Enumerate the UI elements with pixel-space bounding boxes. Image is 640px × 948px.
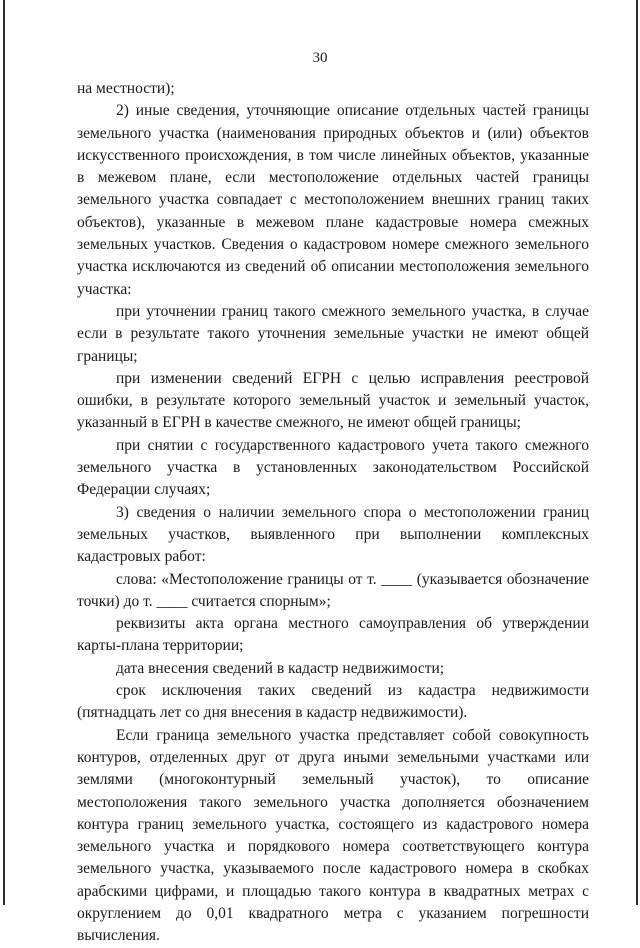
paragraph-act-details: реквизиты акта органа местного самоуправления об утверждении карты-плана территории; [77,615,589,655]
page-number: 30 [312,50,328,66]
paragraph-registry-error: при изменении сведений ЕГРН с целью исправления реестровой ошибки, в результате которого земельный участок и земельный участок, указанный в ЕГРН в качестве смежного, не имеют общей границы; [77,369,589,432]
scan-border-left [3,0,5,905]
paragraph-continuation: на местности); [77,80,175,97]
paragraph-entry-date: дата внесения сведений в кадастр недвижимости; [116,659,445,677]
paragraph-multicontour: Если граница земельного участка представляет собой совокупность контуров, отделенных друг от друга иными земельными участками или землями (многоконтурный земельный участок), то описание местоположения такого земельного участка дополняется обозначением контура границ земельного участка, состоящего из кадастрового номера земельного участка и порядкового номера соответствующего контура земельного участка, указываемого после кадастрового номера в скобках арабскими цифрами, и площадью такого контура в квадратных метрах с округлением до 0,01 квадратного метра с указанием погрешности вычисления. [77,726,589,945]
paragraph-item-3: 3) сведения о наличии земельного спора о местоположении границ земельных участков, выявленного при выполнении комплексных кадастровых работ: [77,503,589,566]
document-body [77,78,589,948]
paragraph-words: слова: «Местоположение границы от т. ____ (указывается обозначение точки) до т. ____ считается спорным»; [77,570,589,610]
scan-border-right [636,0,638,905]
paragraph-exclusion-term: срок исключения таких сведений из кадастра недвижимости (пятнадцать лет со дня внесения в кадастр недвижимости). [77,682,589,722]
paragraph-item-2: 2) иные сведения, уточняющие описание отдельных частей границы земельного участка (наименования природных объектов и (или) объектов искусственного происхождения, в том числе линейных объектов, указанные в межевом плане, если местоположение отдельных частей границы земельного участка совпадает с местоположением внешних границ таких объектов), указанные в межевом плане кадастровые номера смежных земельных участков. Сведения о кадастровом номере смежного земельного участка исключаются из сведений об описании местоположения земельного участка: [77,102,589,298]
paragraph-deregistration: при снятии с государственного кадастрового учета такого смежного земельного участка в установленных законодательством Российской Федерации случаях; [77,436,589,499]
paragraph-boundary-clarification: при уточнении границ такого смежного земельного участка, в случае если в результате такого уточнения земельные участки не имеют общей границы; [77,302,589,365]
